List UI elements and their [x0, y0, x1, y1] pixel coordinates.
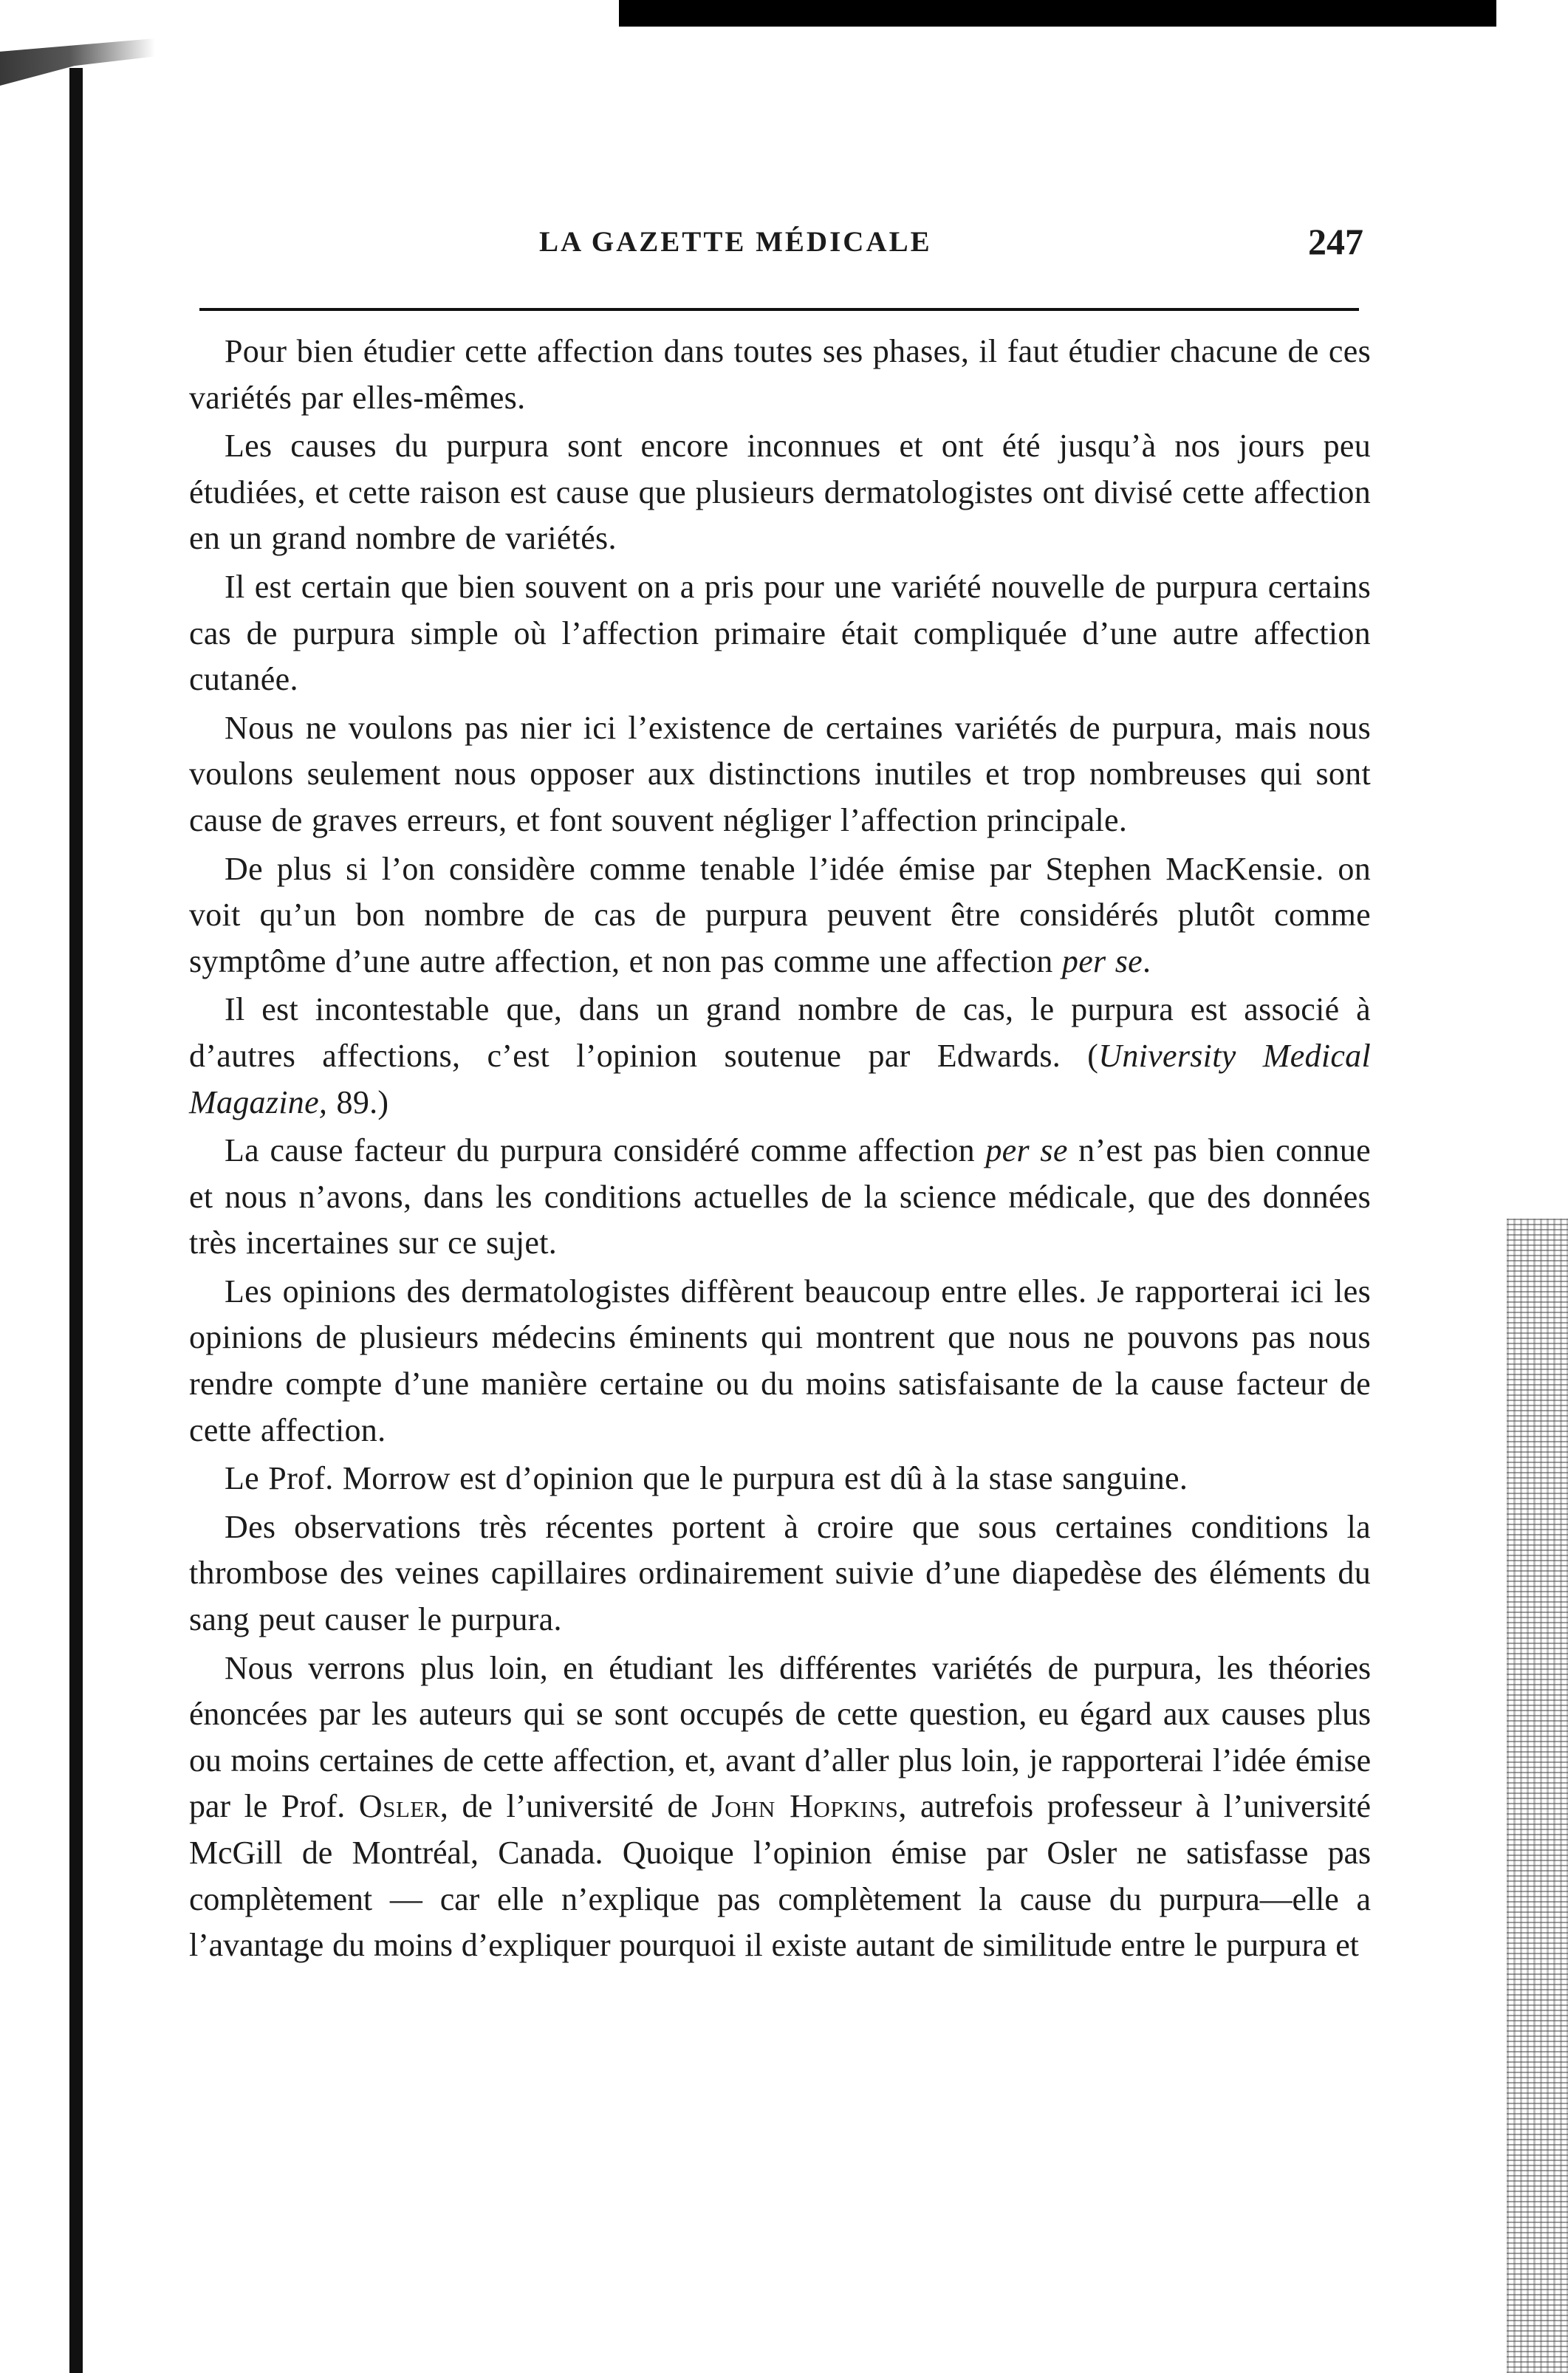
header-rule [199, 308, 1359, 311]
author-name-osler: Osler [358, 1788, 440, 1825]
paragraph-9: Le Prof. Morrow est d’opinion que le purpura est dû à la stase sanguine. [225, 1460, 1188, 1497]
paragraph-6-text-1: Il est incontestable que, dans un grand nombre de cas, le purpura est associé à d’autres affections, c’est l’opinion soutenue par Edwards. ( [189, 991, 1371, 1074]
latin-phrase-per-se: per se [985, 1132, 1068, 1169]
paragraph-7-text-2: n’est pas bien connue et nous n’avons, dans les conditions actuelles de la science médicale, que des données très incertaines sur ce sujet. [189, 1132, 1371, 1261]
paragraph-11-text-2: , de l’université de [439, 1788, 712, 1825]
latin-phrase-per-se: per se [1061, 942, 1143, 979]
scan-edge-speckles [1507, 1219, 1568, 2373]
institution-name-john-hopkins: John Hopkins [711, 1788, 899, 1825]
paragraph-4: Nous ne voulons pas nier ici l’existence de certaines variétés de purpura, mais nous voulons seulement nous opposer aux distinctions inutiles et trop nombreuses qui sont cause de graves erreurs, et font souvent négliger l’affection principale. [189, 709, 1371, 838]
journal-title: University Medical Magazine, [189, 1037, 1372, 1120]
left-scan-border [69, 68, 83, 2373]
running-title: LA GAZETTE MÉDICALE [539, 226, 932, 258]
paragraph-3: Il est certain que bien souvent on a pris pour une variété nouvelle de purpura certains cas de purpura simple où l’affection primaire était compliquée d’une autre affection cutanée. [189, 568, 1371, 698]
paragraph-11-text-3: , autrefois professeur à l’université McGill de Montréal, Canada. Quoique l’opinion émise par Osler ne satisfasse pas complètement — car elle n’explique pas complètement la cause du purpura—elle a l’avantage du moins d’expliquer pourquoi il existe autant de similitude entre le purpura et [189, 1788, 1371, 1964]
paragraph-7-text-1: La cause facteur du purpura considéré comme affection [225, 1132, 986, 1169]
page-body [189, 329, 1371, 1971]
page-number: 247 [1308, 221, 1363, 262]
paragraph-11 [189, 1646, 1371, 1969]
paragraph-10: Des observations très récentes portent à croire que sous certaines conditions la thrombose des veines capillaires ordinairement suivie d’une diapedèse des éléments du sang peut causer le purpura. [189, 1508, 1371, 1638]
paragraph-2: Les causes du purpura sont encore inconnues et ont été jusqu’à nos jours peu étudiées, et cette raison est cause que plusieurs dermatologistes ont divisé cette affection en un grand nombre de variétés. [189, 428, 1371, 557]
paragraph-8: Les opinions des dermatologistes diffèrent beaucoup entre elles. Je rapporterai ici les opinions de plusieurs médecins éminents qui montrent que nous ne pouvons pas nous rendre compte d’une manière certaine ou du moins satisfaisante de la cause facteur de cette affection. [189, 1273, 1371, 1448]
paragraph-1: Pour bien étudier cette affection dans toutes ses phases, il faut étudier chacune de ces variétés par elles-mêmes. [189, 333, 1371, 416]
top-scan-border [619, 0, 1496, 27]
paragraph-5 [189, 846, 1371, 985]
paragraph-5-text-2: . [1143, 942, 1151, 979]
paragraph-7 [189, 1128, 1371, 1267]
paragraph-6-text-2: 89.) [327, 1083, 389, 1120]
paragraph-5-text-1: De plus si l’on considère comme tenable l’idée émise par Stephen MacKensie. on voit qu’un bon nombre de cas de purpura peuvent être considérés plutôt comme symptôme d’une autre affection, et non pas comme une affection [189, 850, 1371, 979]
paragraph-11-text-1: Nous verrons plus loin, en étudiant les différentes variétés de purpura, les théories énoncées par les auteurs qui se sont occupés de cette question, eu égard aux causes plus ou moins certaines de cette affection, et, avant d’aller plus loin, je rapporterai l’idée émise par le Prof. [189, 1649, 1371, 1825]
paragraph-6 [189, 987, 1371, 1126]
